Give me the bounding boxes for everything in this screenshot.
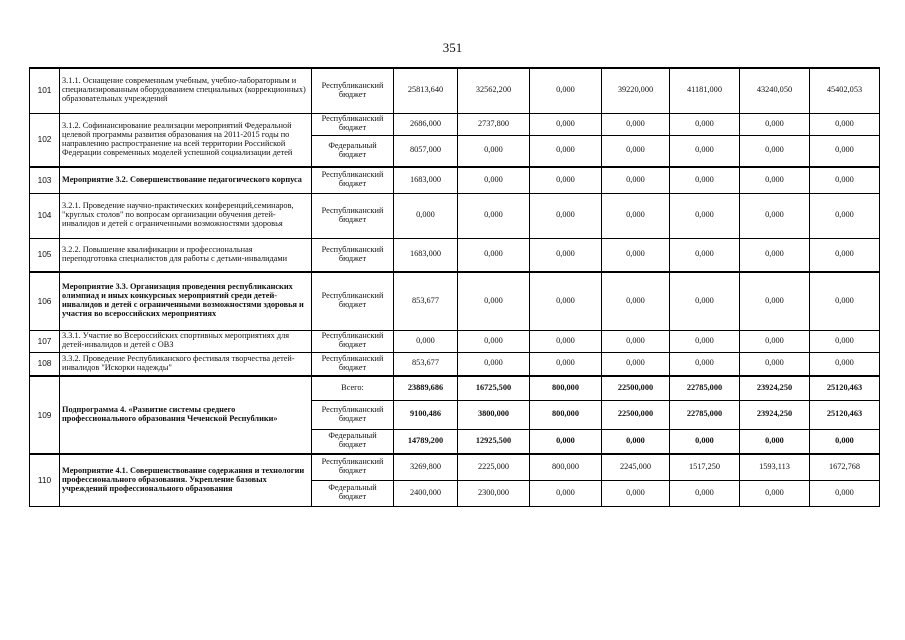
value-cell: 0,000 [740,330,810,352]
row-description: 3.3.1. Участие во Всероссийских спортивных мероприятиях для детей-инвалидов и детей с ОВЗ [60,330,312,352]
row-description: Мероприятие 3.3. Организация проведения республиканских олимпиад и иных конкурсных мероприятий среди детей-инвалидов и детей с ограниченными возможностями здоровья и участия во всероссийских мероприятиях [60,272,312,330]
value-cell: 0,000 [740,167,810,193]
value-cell: 800,000 [530,400,602,429]
row-number: 110 [30,454,60,506]
funding-source-cell: Республиканский бюджет [312,400,394,429]
value-cell: 0,000 [810,352,880,376]
row-number: 108 [30,352,60,376]
value-cell: 0,000 [740,238,810,272]
value-cell: 12925,500 [458,429,530,454]
row-number: 101 [30,68,60,113]
funding-source-cell: Республиканский бюджет [312,272,394,330]
value-cell: 2245,000 [602,454,670,480]
table-row [30,330,880,352]
value-cell: 1683,000 [394,167,458,193]
value-cell: 0,000 [458,167,530,193]
value-cell: 0,000 [810,167,880,193]
value-cell: 0,000 [670,352,740,376]
value-cell: 0,000 [740,272,810,330]
value-cell: 0,000 [530,135,602,167]
row-number: 102 [30,113,60,167]
funding-source-cell: Республиканский бюджет [312,238,394,272]
table-row [30,238,880,272]
value-cell: 0,000 [530,113,602,135]
value-cell: 0,000 [670,272,740,330]
row-description: 3.2.1. Проведение научно-практических конференций,семинаров, "круглых столов" по вопросам организации обучения детей-инвалидов и детей с ограниченными возможностями здоровья [60,193,312,238]
value-cell: 0,000 [530,167,602,193]
value-cell: 2400,000 [394,480,458,506]
value-cell: 0,000 [670,135,740,167]
value-cell: 22785,000 [670,400,740,429]
value-cell: 45402,053 [810,68,880,113]
table-row [30,272,880,330]
value-cell: 0,000 [810,135,880,167]
funding-source-cell: Республиканский бюджет [312,68,394,113]
value-cell: 0,000 [740,480,810,506]
value-cell: 0,000 [530,480,602,506]
funding-source-cell: Республиканский бюджет [312,330,394,352]
value-cell: 0,000 [394,330,458,352]
value-cell: 39220,000 [602,68,670,113]
value-cell: 22500,000 [602,376,670,400]
table-row [30,113,880,135]
value-cell: 0,000 [810,113,880,135]
funding-source-cell: Республиканский бюджет [312,454,394,480]
value-cell: 0,000 [394,193,458,238]
value-cell: 0,000 [740,135,810,167]
funding-source-cell: Республиканский бюджет [312,352,394,376]
value-cell: 0,000 [602,193,670,238]
funding-source-cell: Федеральный бюджет [312,429,394,454]
value-cell: 800,000 [530,376,602,400]
value-cell: 23889,686 [394,376,458,400]
value-cell: 2737,800 [458,113,530,135]
value-cell: 0,000 [530,238,602,272]
value-cell: 3800,000 [458,400,530,429]
value-cell: 22500,000 [602,400,670,429]
value-cell: 0,000 [740,113,810,135]
row-description: Мероприятие 3.2. Совершенствование педагогического корпуса [60,167,312,193]
value-cell: 0,000 [740,352,810,376]
value-cell: 0,000 [530,429,602,454]
value-cell: 0,000 [530,330,602,352]
table-row [30,376,880,400]
value-cell: 0,000 [740,429,810,454]
value-cell: 8057,000 [394,135,458,167]
budget-table-body [30,68,880,506]
row-description: Подпрограмма 4. «Развитие системы среднего профессионального образования Чеченской Республики» [60,376,312,454]
value-cell: 0,000 [602,429,670,454]
value-cell: 0,000 [602,167,670,193]
value-cell: 0,000 [602,113,670,135]
value-cell: 0,000 [810,429,880,454]
value-cell: 0,000 [458,330,530,352]
value-cell: 2300,000 [458,480,530,506]
value-cell: 0,000 [670,429,740,454]
value-cell: 0,000 [458,238,530,272]
value-cell: 2686,000 [394,113,458,135]
value-cell: 0,000 [810,480,880,506]
row-number: 103 [30,167,60,193]
funding-source-cell: Всего: [312,376,394,400]
value-cell: 1593,113 [740,454,810,480]
value-cell: 0,000 [810,238,880,272]
value-cell: 25120,463 [810,400,880,429]
value-cell: 25813,640 [394,68,458,113]
value-cell: 0,000 [670,480,740,506]
table-row [30,193,880,238]
budget-table [29,67,880,507]
value-cell: 0,000 [458,272,530,330]
value-cell: 9100,486 [394,400,458,429]
value-cell: 0,000 [670,113,740,135]
value-cell: 16725,500 [458,376,530,400]
value-cell: 3269,800 [394,454,458,480]
value-cell: 1683,000 [394,238,458,272]
value-cell: 0,000 [810,193,880,238]
table-row [30,167,880,193]
row-number: 107 [30,330,60,352]
value-cell: 0,000 [602,352,670,376]
value-cell: 0,000 [530,352,602,376]
funding-source-cell: Федеральный бюджет [312,480,394,506]
value-cell: 0,000 [458,352,530,376]
value-cell: 43240,050 [740,68,810,113]
value-cell: 0,000 [602,238,670,272]
table-row [30,68,880,113]
row-description: 3.1.1. Оснащение современным учебным, учебно-лабораторным и специализированным оборудованием специальных (коррекционных) образовательных учреждений [60,68,312,113]
row-description: 3.3.2. Проведение Республиканского фестиваля творчества детей-инвалидов "Искорки надежды" [60,352,312,376]
row-number: 105 [30,238,60,272]
value-cell: 0,000 [602,480,670,506]
row-number: 104 [30,193,60,238]
row-description: Мероприятие 4.1. Совершенствование содержания и технологии профессионального образования. Укрепление базовых учреждений профессионального образования [60,454,312,506]
value-cell: 0,000 [602,272,670,330]
value-cell: 0,000 [670,167,740,193]
value-cell: 0,000 [740,193,810,238]
value-cell: 23924,250 [740,376,810,400]
value-cell: 800,000 [530,454,602,480]
row-number: 109 [30,376,60,454]
value-cell: 0,000 [602,135,670,167]
value-cell: 853,677 [394,272,458,330]
value-cell: 14789,200 [394,429,458,454]
row-description: 3.1.2. Софинансирование реализации мероприятий Федеральной целевой программы развития образования на 2011-2015 годы по направлению распространение на всей территории Российской Федерации современных моделей успешной социализации детей [60,113,312,167]
value-cell: 2225,000 [458,454,530,480]
page-number: 351 [442,40,463,55]
value-cell: 23924,250 [740,400,810,429]
value-cell: 0,000 [810,272,880,330]
funding-source-cell: Федеральный бюджет [312,135,394,167]
value-cell: 0,000 [670,330,740,352]
value-cell: 0,000 [670,193,740,238]
value-cell: 0,000 [670,238,740,272]
row-description: 3.2.2. Повышение квалификации и профессиональная переподготовка специалистов для работы с детьми-инвалидами [60,238,312,272]
value-cell: 0,000 [530,193,602,238]
table-row [30,454,880,480]
value-cell: 22785,000 [670,376,740,400]
value-cell: 0,000 [530,272,602,330]
value-cell: 0,000 [458,135,530,167]
table-row [30,352,880,376]
value-cell: 0,000 [530,68,602,113]
row-number: 106 [30,272,60,330]
funding-source-cell: Республиканский бюджет [312,193,394,238]
funding-source-cell: Республиканский бюджет [312,113,394,135]
value-cell: 0,000 [602,330,670,352]
value-cell: 1517,250 [670,454,740,480]
value-cell: 32562,200 [458,68,530,113]
funding-source-cell: Республиканский бюджет [312,167,394,193]
value-cell: 853,677 [394,352,458,376]
value-cell: 0,000 [810,330,880,352]
value-cell: 41181,000 [670,68,740,113]
value-cell: 0,000 [458,193,530,238]
value-cell: 1672,768 [810,454,880,480]
value-cell: 25120,463 [810,376,880,400]
